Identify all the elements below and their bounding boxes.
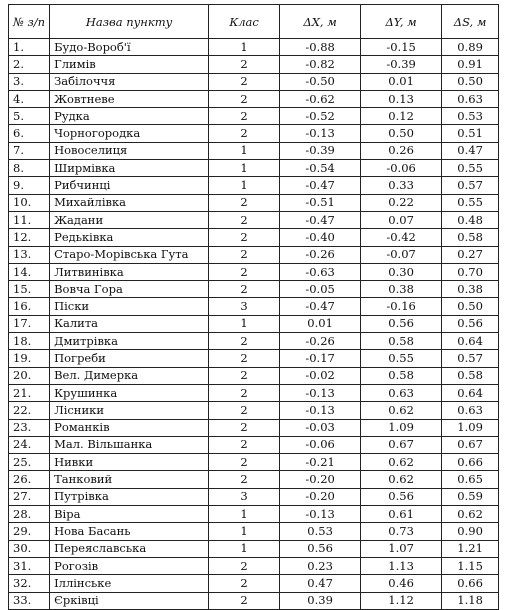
cell-dx: -0.13 [280,506,361,523]
cell-name: Литвинівка [50,263,209,280]
cell-dx: -0.21 [280,454,361,471]
cell-dx: -0.06 [280,436,361,453]
cell-dy: 0.56 [361,315,442,332]
cell-dy: 0.33 [361,177,442,194]
cell-name: Лісники [50,402,209,419]
cell-num: 15. [9,281,50,298]
cell-num: 32. [9,575,50,592]
points-table [8,4,499,610]
header-name: Назва пункту [50,5,209,39]
table-row [9,194,499,211]
cell-class: 1 [209,506,280,523]
table-row [9,506,499,523]
cell-dy: -0.06 [361,160,442,177]
cell-dy: 0.50 [361,125,442,142]
cell-num: 12. [9,229,50,246]
cell-num: 24. [9,436,50,453]
table-row [9,333,499,350]
cell-num: 22. [9,402,50,419]
table-row [9,125,499,142]
cell-ds: 0.66 [442,454,499,471]
cell-dy: 1.09 [361,419,442,436]
cell-dy: 0.12 [361,108,442,125]
cell-num: 18. [9,333,50,350]
cell-ds: 0.89 [442,39,499,56]
cell-dx: -0.50 [280,73,361,90]
cell-class: 1 [209,160,280,177]
cell-dy: -0.16 [361,298,442,315]
cell-ds: 1.21 [442,540,499,557]
cell-name: Іллінське [50,575,209,592]
cell-ds: 0.62 [442,506,499,523]
cell-dx: -0.39 [280,142,361,159]
cell-num: 23. [9,419,50,436]
cell-ds: 0.47 [442,142,499,159]
cell-dy: 0.22 [361,194,442,211]
cell-dx: -0.82 [280,56,361,73]
cell-dx: -0.13 [280,402,361,419]
cell-ds: 0.59 [442,488,499,505]
cell-num: 3. [9,73,50,90]
table-row [9,523,499,540]
cell-class: 2 [209,367,280,384]
cell-ds: 0.67 [442,436,499,453]
cell-name: Мал. Вільшанка [50,436,209,453]
cell-ds: 0.48 [442,211,499,228]
cell-class: 2 [209,575,280,592]
cell-ds: 0.50 [442,73,499,90]
header-dy: ΔY, м [361,5,442,39]
cell-class: 3 [209,298,280,315]
cell-name: Рудка [50,108,209,125]
cell-name: Михайлівка [50,194,209,211]
cell-class: 2 [209,471,280,488]
table-row [9,419,499,436]
cell-dx: -0.20 [280,471,361,488]
cell-class: 2 [209,333,280,350]
cell-class: 2 [209,73,280,90]
cell-class: 1 [209,39,280,56]
cell-num: 28. [9,506,50,523]
cell-dy: 0.38 [361,281,442,298]
cell-class: 2 [209,402,280,419]
cell-dy: 0.62 [361,454,442,471]
cell-num: 21. [9,384,50,401]
cell-name: Будо-Вороб'ї [50,39,209,56]
cell-dx: 0.01 [280,315,361,332]
table-row [9,436,499,453]
cell-dy: 0.30 [361,263,442,280]
cell-name: Жадани [50,211,209,228]
cell-name: Погреби [50,350,209,367]
cell-class: 2 [209,281,280,298]
cell-num: 16. [9,298,50,315]
cell-dx: -0.52 [280,108,361,125]
cell-dx: -0.03 [280,419,361,436]
table-body [9,39,499,610]
table-row [9,454,499,471]
cell-class: 2 [209,454,280,471]
cell-dy: 0.56 [361,488,442,505]
cell-ds: 0.90 [442,523,499,540]
cell-num: 26. [9,471,50,488]
cell-dy: 0.62 [361,471,442,488]
cell-dx: -0.02 [280,367,361,384]
cell-dx: -0.26 [280,246,361,263]
cell-dx: 0.47 [280,575,361,592]
cell-dy: 0.07 [361,211,442,228]
cell-name: Ширмівка [50,160,209,177]
cell-dy: 0.61 [361,506,442,523]
cell-name: Вел. Димерка [50,367,209,384]
cell-ds: 0.38 [442,281,499,298]
table-row [9,73,499,90]
table-row [9,281,499,298]
cell-num: 9. [9,177,50,194]
cell-dx: -0.47 [280,211,361,228]
cell-num: 17. [9,315,50,332]
table-row [9,298,499,315]
cell-class: 2 [209,557,280,574]
cell-num: 6. [9,125,50,142]
cell-name: Рогозів [50,557,209,574]
cell-name: Романків [50,419,209,436]
cell-ds: 0.57 [442,177,499,194]
cell-name: Новоселиця [50,142,209,159]
table-row [9,229,499,246]
cell-ds: 0.51 [442,125,499,142]
table-row [9,246,499,263]
table-row [9,384,499,401]
cell-num: 31. [9,557,50,574]
cell-name: Нивки [50,454,209,471]
cell-dy: -0.42 [361,229,442,246]
cell-num: 2. [9,56,50,73]
cell-ds: 0.66 [442,575,499,592]
cell-dx: -0.05 [280,281,361,298]
cell-num: 1. [9,39,50,56]
cell-dx: -0.40 [280,229,361,246]
cell-dx: 0.56 [280,540,361,557]
cell-class: 2 [209,194,280,211]
table-row [9,488,499,505]
cell-class: 2 [209,350,280,367]
table-header [9,5,499,39]
table-row [9,350,499,367]
cell-dx: -0.63 [280,263,361,280]
cell-dy: 0.62 [361,402,442,419]
table-row [9,56,499,73]
cell-name: Крушинка [50,384,209,401]
table-row [9,367,499,384]
table-row [9,160,499,177]
cell-dx: 0.39 [280,592,361,609]
cell-name: Вовча Гора [50,281,209,298]
cell-name: Танковий [50,471,209,488]
table-row [9,211,499,228]
cell-ds: 0.65 [442,471,499,488]
cell-num: 19. [9,350,50,367]
cell-class: 2 [209,90,280,107]
cell-dy: 1.12 [361,592,442,609]
table-row [9,90,499,107]
table-row [9,540,499,557]
cell-dy: 0.26 [361,142,442,159]
cell-ds: 0.58 [442,367,499,384]
cell-class: 2 [209,125,280,142]
cell-ds: 1.09 [442,419,499,436]
cell-name: Єрківці [50,592,209,609]
cell-num: 5. [9,108,50,125]
cell-num: 4. [9,90,50,107]
cell-dx: -0.47 [280,298,361,315]
header-class: Клас [209,5,280,39]
cell-name: Переяславська [50,540,209,557]
cell-dy: -0.07 [361,246,442,263]
cell-num: 13. [9,246,50,263]
cell-num: 11. [9,211,50,228]
cell-dy: -0.39 [361,56,442,73]
cell-class: 2 [209,56,280,73]
cell-ds: 0.50 [442,298,499,315]
cell-dy: 0.01 [361,73,442,90]
cell-name: Піски [50,298,209,315]
cell-ds: 0.53 [442,108,499,125]
cell-name: Редьківка [50,229,209,246]
table-row [9,592,499,609]
cell-dx: 0.23 [280,557,361,574]
table-row [9,471,499,488]
cell-dx: -0.62 [280,90,361,107]
table-row [9,142,499,159]
cell-class: 2 [209,108,280,125]
cell-class: 2 [209,263,280,280]
cell-dy: 0.58 [361,367,442,384]
cell-ds: 0.57 [442,350,499,367]
cell-dy: 0.46 [361,575,442,592]
cell-num: 8. [9,160,50,177]
cell-ds: 0.64 [442,333,499,350]
cell-name: Глимів [50,56,209,73]
cell-class: 2 [209,419,280,436]
cell-num: 33. [9,592,50,609]
cell-dx: -0.26 [280,333,361,350]
table-row [9,402,499,419]
cell-class: 1 [209,315,280,332]
cell-class: 1 [209,142,280,159]
table-row [9,315,499,332]
cell-num: 29. [9,523,50,540]
cell-num: 20. [9,367,50,384]
cell-dx: 0.53 [280,523,361,540]
cell-class: 3 [209,488,280,505]
cell-class: 2 [209,384,280,401]
cell-dx: -0.13 [280,125,361,142]
cell-ds: 1.18 [442,592,499,609]
cell-class: 2 [209,211,280,228]
cell-dx: -0.54 [280,160,361,177]
cell-name: Путрівка [50,488,209,505]
cell-dy: 0.67 [361,436,442,453]
cell-dy: 1.07 [361,540,442,557]
cell-name: Калита [50,315,209,332]
cell-ds: 0.63 [442,90,499,107]
cell-name: Чорногородка [50,125,209,142]
cell-num: 14. [9,263,50,280]
cell-dx: -0.47 [280,177,361,194]
cell-num: 25. [9,454,50,471]
cell-class: 1 [209,540,280,557]
header-dx: ΔX, м [280,5,361,39]
cell-num: 7. [9,142,50,159]
cell-class: 2 [209,246,280,263]
cell-ds: 0.58 [442,229,499,246]
cell-ds: 0.56 [442,315,499,332]
cell-dy: 0.13 [361,90,442,107]
cell-class: 2 [209,229,280,246]
cell-ds: 0.91 [442,56,499,73]
table-row [9,557,499,574]
cell-class: 2 [209,436,280,453]
cell-dx: -0.17 [280,350,361,367]
cell-dy: -0.15 [361,39,442,56]
cell-dy: 1.13 [361,557,442,574]
cell-ds: 0.55 [442,160,499,177]
cell-class: 1 [209,177,280,194]
cell-num: 27. [9,488,50,505]
cell-name: Забілоччя [50,73,209,90]
header-row [9,5,499,39]
document-page [8,4,499,610]
cell-dy: 0.73 [361,523,442,540]
cell-dx: -0.88 [280,39,361,56]
table-row [9,575,499,592]
cell-dy: 0.63 [361,384,442,401]
table-row [9,263,499,280]
cell-ds: 0.27 [442,246,499,263]
cell-dy: 0.55 [361,350,442,367]
header-ds: ΔS, м [442,5,499,39]
cell-ds: 0.55 [442,194,499,211]
cell-dx: -0.13 [280,384,361,401]
table-row [9,177,499,194]
cell-num: 30. [9,540,50,557]
cell-name: Жовтневе [50,90,209,107]
cell-ds: 0.63 [442,402,499,419]
cell-ds: 1.15 [442,557,499,574]
cell-name: Нова Басань [50,523,209,540]
table-row [9,108,499,125]
table-row [9,39,499,56]
cell-class: 1 [209,523,280,540]
cell-num: 10. [9,194,50,211]
cell-dx: -0.20 [280,488,361,505]
cell-ds: 0.70 [442,263,499,280]
cell-dx: -0.51 [280,194,361,211]
cell-class: 2 [209,592,280,609]
cell-dy: 0.58 [361,333,442,350]
cell-name: Віра [50,506,209,523]
cell-name: Старо-Морівська Гута [50,246,209,263]
cell-ds: 0.64 [442,384,499,401]
header-num: № з/п [9,5,50,39]
cell-name: Дмитрівка [50,333,209,350]
cell-name: Рибчинці [50,177,209,194]
